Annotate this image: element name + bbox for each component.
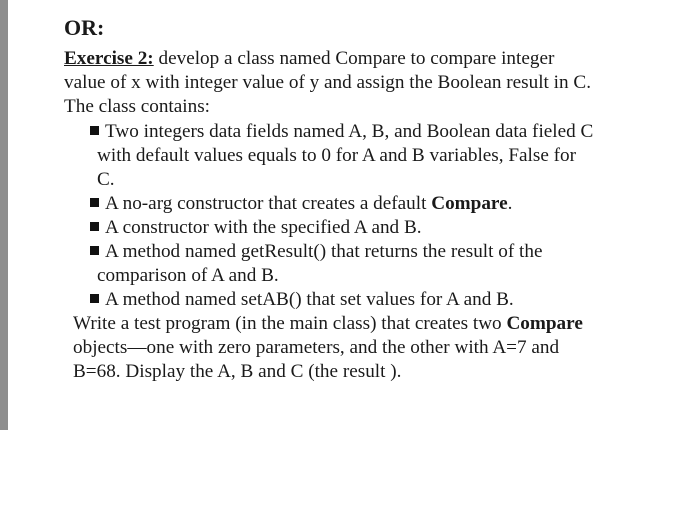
- left-border-bar: [0, 0, 8, 430]
- square-bullet-icon: [90, 126, 99, 135]
- test-program-text-1: Write a test program (in the main class) that creates two: [73, 313, 507, 334]
- square-bullet-icon: [90, 198, 99, 207]
- square-bullet-icon: [90, 222, 99, 231]
- bullet-item-setab: [90, 288, 514, 312]
- exercise-intro-line-3: The class contains:: [64, 96, 210, 117]
- compare-class-name: Compare: [431, 193, 508, 214]
- bullet-setab-text: A method named setAB() that set values for A and B.: [105, 289, 514, 310]
- exercise-intro-line-1: [64, 47, 554, 71]
- bullet-item-getresult: [90, 240, 542, 264]
- bullet-item-constructor: [90, 216, 422, 240]
- test-program-line-1: [73, 312, 583, 336]
- bullet-fields-text-3: C.: [97, 169, 115, 190]
- bullet-fields-text-1: Two integers data fields named A, B, and Boolean data fieled C: [105, 121, 594, 142]
- bullet-getresult-text-2: comparison of A and B.: [97, 265, 279, 286]
- bullet-fields-text-2: with default values equals to 0 for A and B variables, False for: [97, 145, 577, 166]
- square-bullet-icon: [90, 246, 99, 255]
- bullet-noarg-text: A no-arg constructor that creates a default: [105, 193, 432, 214]
- bullet-item-noarg-constructor: [90, 192, 512, 216]
- or-heading: OR:: [64, 15, 105, 40]
- exercise-label: Exercise 2:: [64, 48, 154, 69]
- bullet-noarg-period: .: [507, 193, 513, 214]
- test-program-line-3: B=68. Display the A, B and C (the result ).: [73, 361, 402, 382]
- bullet-constructor-text: A constructor with the specified A and B.: [105, 217, 422, 238]
- bullet-getresult-text-1: A method named getResult() that returns the result of the: [105, 241, 543, 262]
- exercise-intro-text-1: develop a class named Compare to compare integer: [153, 48, 555, 69]
- test-program-line-2: objects—one with zero parameters, and the other with A=7 and: [73, 337, 560, 358]
- square-bullet-icon: [90, 294, 99, 303]
- compare-class-name: Compare: [506, 313, 583, 334]
- exercise-intro-line-2: value of x with integer value of y and assign the Boolean result in C.: [64, 72, 592, 93]
- bullet-item-fields: [90, 120, 593, 144]
